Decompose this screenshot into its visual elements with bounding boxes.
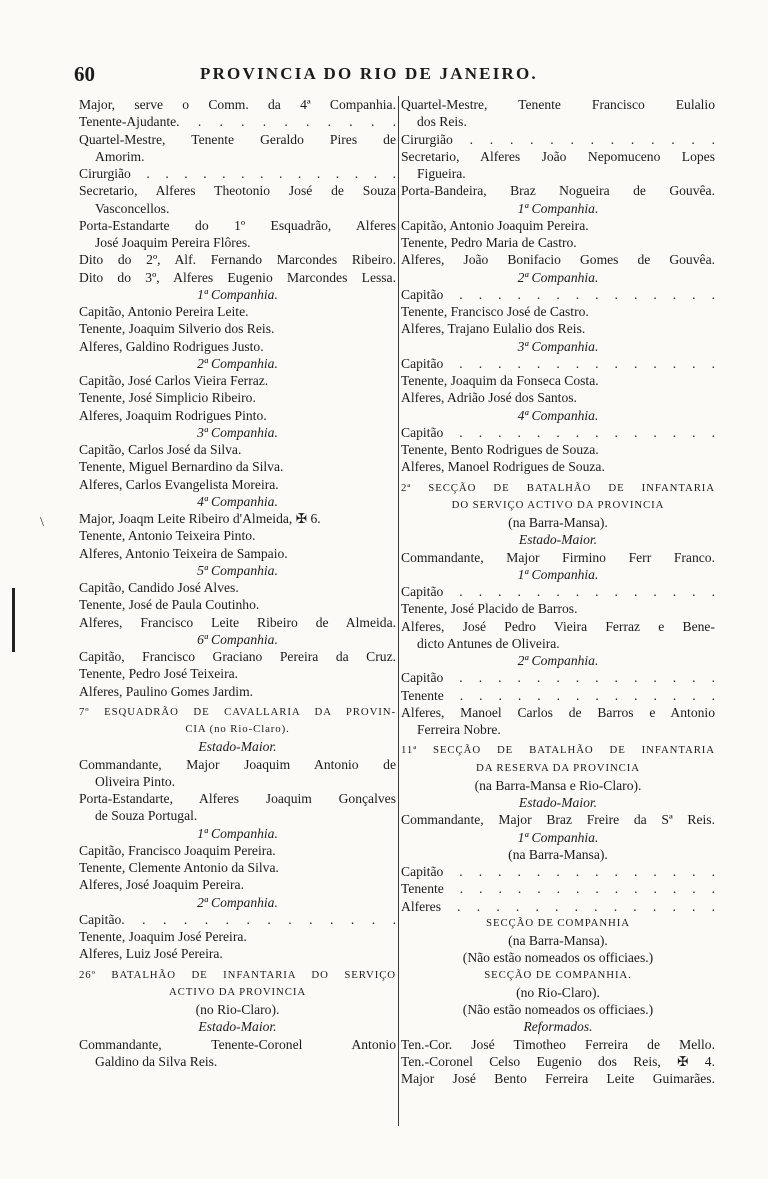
text-line: Alferes, Joaquim Rodrigues Pinto. [79, 407, 267, 423]
text-line: Alferes, Galdino Rodrigues Justo. [79, 338, 264, 354]
text-line: Tenente, Bento Rodrigues de Souza. [401, 442, 599, 457]
text-line: Vasconcellos. [95, 200, 170, 216]
text-line: Commandante, Tenente-Coronel Antonio [79, 1036, 396, 1052]
text-line: Capitão . . . . . . . . . . . . . . [401, 670, 715, 686]
text-line: Quartel-Mestre, Tenente Geraldo Pires de [79, 131, 396, 147]
text-line: Cirurgião . . . . . . . . . . . . . [401, 131, 715, 147]
text-line: Alferes, José Pedro Vieira Ferraz e Bene- [401, 618, 715, 634]
text-line: Secretario, Alferes João Nepomuceno Lopes [401, 148, 715, 164]
text-line: Major, serve o Comm. da 4ª Companhia. [79, 97, 396, 112]
text-line: Tenente, José Placido de Barros. [401, 601, 578, 617]
text-line: Alferes, José Joaquim Pereira. [79, 877, 244, 893]
text-line: Capitão . . . . . . . . . . . . . . [401, 864, 715, 879]
text-line: dicto Antunes de Oliveira. [417, 635, 560, 651]
text-line: Alferes, Manoel Carlos de Barros e Antonio [401, 704, 715, 720]
text-line: Alferes, Trajano Eulalio dos Reis. [401, 321, 586, 337]
text-line: Capitão . . . . . . . . . . . . . . [401, 286, 715, 302]
section-subheading: Estado-Maior. [518, 795, 598, 810]
text-line: Secretario, Alferes Theotonio José de Souza [79, 183, 396, 199]
section-heading: 7º ESQUADRÃO DE CAVALLARIA DA PROVIN- [79, 705, 396, 718]
section-subheading: 1ª Companhia. [197, 825, 278, 841]
text-line: Alferes, Paulino Gomes Jardim. [79, 683, 254, 699]
section-subheading: 2ª Companhia. [517, 269, 599, 285]
text-line: Commandante, Major Firmino Ferr Franco. [401, 549, 715, 565]
text-line: (na Barra-Mansa). [508, 933, 608, 948]
text-line: Quartel-Mestre, Tenente Francisco Eulalio [401, 97, 715, 112]
margin-mark [12, 588, 15, 652]
text-line: dos Reis. [417, 114, 467, 130]
section-subheading: 3ª Companhia. [517, 338, 599, 354]
text-line: Tenente, Miguel Bernardino da Silva. [79, 459, 284, 475]
text-line: (Não estão nomeados os officiaes.) [462, 950, 654, 966]
text-line: Cirurgião . . . . . . . . . . . . . . [79, 166, 396, 181]
section-heading: DO SERVIÇO ACTIVO DA PROVINCIA [451, 498, 665, 511]
text-line: Oliveira Pinto. [95, 773, 176, 789]
text-line: Ferreira Nobre. [417, 722, 501, 737]
text-line: Tenente, Pedro José Teixeira. [79, 666, 239, 682]
section-subheading: 1ª Companhia. [517, 829, 599, 845]
text-line: Capitão, José Carlos Vieira Ferraz. [79, 373, 269, 388]
section-heading: DA RESERVA DA PROVINCIA [476, 761, 640, 774]
text-line: Tenente . . . . . . . . . . . . . . [401, 687, 715, 703]
text-line: Capitão . . . . . . . . . . . . . . [401, 424, 715, 440]
text-line: (no Rio-Claro). [516, 984, 600, 1000]
text-line: Major, Joaqm Leite Ribeiro d'Almeida, ✠ 6. [79, 511, 321, 526]
text-line: (na Barra-Mansa). [508, 846, 608, 862]
text-line: Tenente-Ajudante. . . . . . . . . . . [79, 114, 396, 130]
text-line: Alferes, João Bonifacio Gomes de Gouvêa. [401, 252, 715, 268]
section-subheading: 1ª Companhia. [517, 566, 599, 582]
text-line: Alferes, Carlos Evangelista Moreira. [79, 476, 279, 492]
text-line: Porta-Bandeira, Braz Nogueira de Gouvêa. [401, 183, 715, 199]
section-subheading: 4ª Companhia. [517, 407, 599, 423]
text-line: Alferes, Adrião José dos Santos. [401, 390, 577, 406]
text-line: Capitão, Candido José Alves. [79, 580, 239, 595]
text-line: Ten.-Cor. José Timotheo Ferreira de Mello. [401, 1036, 715, 1052]
section-subheading: Estado-Maior. [198, 1019, 277, 1035]
text-line: Galdino da Silva Reis. [95, 1053, 218, 1069]
section-heading: 11ª SECÇÃO DE BATALHÃO DE INFANTARIA [401, 744, 715, 757]
section-heading: ACTIVO DA PROVINCIA [168, 985, 307, 998]
text-line: Capitão, Francisco Graciano Pereira da Cruz. [79, 649, 396, 664]
text-line: Capitão, Francisco Joaquim Pereira. [79, 842, 276, 858]
column-divider [398, 96, 399, 1126]
text-line: Ten.-Coronel Celso Eugenio dos Reis, ✠ 4. [401, 1053, 715, 1069]
text-line: Figueira. [417, 166, 466, 181]
text-line: Capitão . . . . . . . . . . . . . . [401, 355, 715, 371]
right-column [401, 96, 715, 1141]
text-line: José Joaquim Pereira Flôres. [95, 235, 251, 250]
section-subheading: 4ª Companhia. [197, 493, 278, 509]
text-line: Alferes, Luiz José Pereira. [79, 946, 223, 962]
page-number: 60 [74, 62, 95, 86]
section-subheading: 2ª Companhia. [197, 355, 278, 371]
text-line: Tenente, José de Paula Coutinho. [79, 597, 260, 613]
left-column [79, 96, 396, 1141]
text-line: Capitão . . . . . . . . . . . . . . [401, 584, 715, 599]
section-heading: CIA (no Rio-Claro). [185, 723, 290, 735]
text-line: Amorim. [95, 148, 145, 164]
text-line: (Não estão nomeados os officiaes.) [462, 1002, 654, 1017]
text-line: (na Barra-Mansa). [508, 515, 608, 530]
section-subheading: 2ª Companhia. [517, 653, 599, 668]
text-line: Tenente, José Simplicio Ribeiro. [79, 390, 256, 406]
section-subheading: 1ª Companhia. [197, 286, 278, 302]
text-line: de Souza Portugal. [95, 808, 198, 824]
text-line: Tenente, Antonio Teixeira Pinto. [79, 528, 256, 544]
section-heading: SECÇÃO DE COMPANHIA. [484, 968, 632, 981]
text-line: Alferes, Antonio Teixeira de Sampaio. [79, 545, 288, 561]
text-line: Tenente, Joaquim Silverio dos Reis. [79, 321, 275, 337]
section-subheading: 5ª Companhia. [197, 562, 278, 578]
text-line: Capitão, Carlos José da Silva. [79, 442, 242, 457]
text-line: Dito do 2º, Alf. Fernando Marcondes Ribeiro. [79, 252, 396, 268]
text-line: Tenente, Clemente Antonio da Silva. [79, 860, 279, 875]
section-heading: 26º BATALHÃO DE INFANTARIA DO SERVIÇO [79, 968, 396, 981]
text-line: Tenente, Joaquim José Pereira. [79, 929, 247, 944]
text-line: Alferes . . . . . . . . . . . . . . [401, 898, 715, 914]
text-line: Major José Bento Ferreira Leite Guimarães. [401, 1071, 715, 1086]
text-line: Capitão, Antonio Joaquim Pereira. [401, 217, 589, 233]
section-subheading: Estado-Maior. [198, 739, 277, 755]
text-line: Commandante, Major Joaquim Antonio de [79, 756, 396, 772]
text-line: Commandante, Major Braz Freire da Sª Reis. [401, 812, 715, 828]
text-line: Tenente . . . . . . . . . . . . . . [401, 881, 715, 897]
running-title: PROVINCIA DO RIO DE JANEIRO. [200, 64, 538, 83]
section-subheading: Estado-Maior. [518, 532, 598, 548]
page-header [0, 62, 768, 88]
text-line: (na Barra-Mansa e Rio-Claro). [474, 777, 642, 793]
text-line: Capitão. . . . . . . . . . . . . . [79, 911, 396, 927]
section-subheading: 6ª Companhia. [197, 631, 278, 647]
text-line: Tenente, Joaquim da Fonseca Costa. [401, 373, 599, 388]
section-subheading: Reformados. [523, 1019, 593, 1035]
text-line: Dito do 3º, Alferes Eugenio Marcondes Lessa. [79, 269, 396, 285]
text-line: Alferes, Francisco Leite Ribeiro de Almeida. [79, 614, 396, 630]
margin-tick: \ [40, 515, 44, 530]
section-subheading: 3ª Companhia. [197, 424, 278, 440]
section-heading: 2ª SECÇÃO DE BATALHÃO DE INFANTARIA [401, 481, 715, 494]
section-heading: SECÇÃO DE COMPANHIA [486, 916, 630, 929]
section-subheading: 1ª Companhia. [517, 200, 599, 216]
text-line: Tenente, Francisco José de Castro. [401, 304, 589, 319]
section-subheading: 2ª Companhia. [197, 894, 278, 910]
text-line: (no Rio-Claro). [195, 1002, 280, 1017]
text-line: Porta-Estandarte do 1º Esquadrão, Alferes [79, 217, 396, 233]
text-line: Tenente, Pedro Maria de Castro. [401, 235, 577, 250]
text-line: Capitão, Antonio Pereira Leite. [79, 304, 249, 319]
text-line: Alferes, Manoel Rodrigues de Souza. [401, 459, 605, 475]
text-line: Porta-Estandarte, Alferes Joaquim Gonçalves [79, 791, 396, 806]
